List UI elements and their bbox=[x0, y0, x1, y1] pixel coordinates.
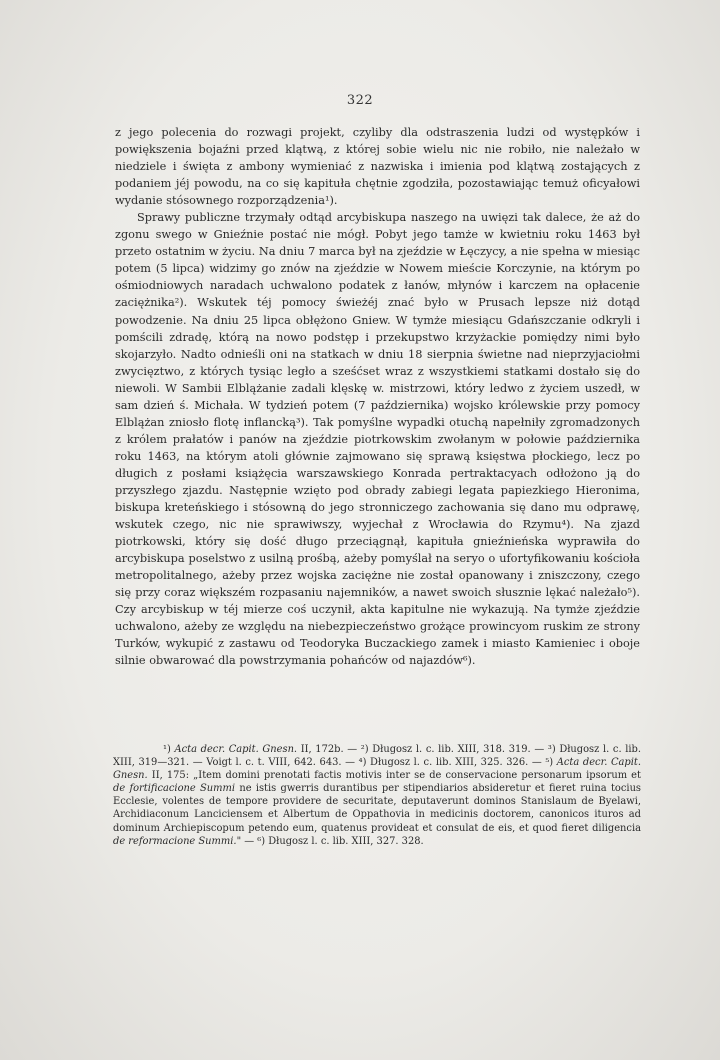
footnote-text: ¹) bbox=[163, 744, 175, 755]
footnote-emphasis: de fortificacione Summi bbox=[113, 783, 236, 795]
footnote-text: II, 172b. — ²) Długosz l. c. lib. XIII, 318. 319. — ³) Długosz l. c. lib. XIII, 319—321. — Voigt l. c. t. VIII, 642. 643. — ⁴) Długosz l. c. lib. XIII, 325. 326. — ⁵) bbox=[113, 744, 642, 769]
main-text bbox=[115, 124, 640, 670]
footnote-block bbox=[113, 743, 641, 848]
footnotes bbox=[113, 743, 641, 848]
paragraph: Sprawy publiczne trzymały odtąd arcybiskupa naszego na uwięzi tak dalece, że aż do zgonu swego w Gnieźnie postać nie mógł. Pobyt jego tamże w kwietniu roku 1463 był przeto ostatnim w życiu. Na dniu 7 marca był na zjeździe w Łęczycy, a nie spełna w miesiąc potem (5 lipca) widzimy go znów na zjeździe w Nowem mieście Korczynie, na którym po ośmiodniowych naradach uchwalono podatek z łanów, młynów i karczem na opłacenie zaciężnika²). Wskutek téj pomocy świeżéj znać było w Prusach lepsze niż dotąd powodzenie. Na dniu 25 lipca obłężono Gniew. W tymże miesiącu Gdańszczanie odkryli i pomścili zdradę, którą na nowo podstęp i przekupstwo krzyżackie pomiędzy nimi było skojarzyło. Nadto odnieśli oni na statkach w dniu 18 sierpnia świetne nad nieprzyjaciołmi zwycięztwo, z których tysiąc legło a sześćset wraz z wszystkiemi statkami dostało się do niewoli. W Sambii Elblążanie zadali klęskę w. mistrzowi, który ledwo z życiem uszedł, w sam dzień ś. Michała. W tydzień potem (7 października) wojsko królewskie przy pomocy Elblążan zniosło flotę inflancką³). Tak pomyślne wypadki otuchą napełniły zgromadzonych z królem prałatów i panów na zjeździe piotrkowskim zwołanym w połowie października roku 1463, na którym atoli głównie zajmowano się sprawą księstwa płockiego, lecz po długich z posłami książęcia warszawskiego Konrada pertraktacyach odłożono ją do przyszłego zjazdu. Następnie wzięto pod obrady zabiegi legata papiezkiego Hieronima, biskupa kreteńskiego i stósowną do jego stronniczego zachowania się dano mu odprawę, wskutek czego, nic nie sprawiwszy, wyjechał z Wrocławia do Rzymu⁴). Na zjazd piotrkowski, który się dość długo przeciągnął, kapituła gnieźnieńska wyprawiła do arcybiskupa poselstwo z usilną prośbą, ażeby pomyślał na seryo o ufortyfikowaniu kościoła metropolitalnego, ażeby przez wojska zaciężne nie został opanowany i zniszczony, czego się przy coraz większém rozpasaniu najemników, a nawet swoich słusznie lękać należało⁵). Czy arcybiskup w téj mierze coś uczynił, akta kapitulne nie wykazują. Na tymże zjeździe uchwalono, ażeby ze względu na niebezpieczeństwo grożące prowincyom ruskim ze strony Turków, wykupić z zastawu od Teodoryka Buczackiego zamek i miasto Kamieniec i oboje silnie obwarować dla powstrzymania pohańców od najazdów⁶). bbox=[115, 211, 640, 668]
footnote-source-title: Acta decr. Capit. Gnesn. bbox=[113, 757, 641, 782]
footnote-text: ne istis gwerris durantibus per stipendiarios absideretur et fieret ruina tocius Ecclesie, volentes de tempore providere de securitate, deputaverunt dominos Stanislaum de Byelawi, Archidiaconum Lanciciensem et Albertum de Oppathovia in medicinis doctorem, canonicos ituros ad dominum Archiepiscopum petendo eum, quatenus provideat et consulat de eis, et quod fieret diligencia bbox=[113, 783, 641, 834]
footnote-text: II, 175: „Item domini prenotati factis motivis inter se de conservacione personarum ipsorum et bbox=[147, 770, 641, 782]
paragraph: z jego polecenia do rozwagi projekt, czyliby dla odstraszenia ludzi od występków i powiększenia bojaźni przed klątwą, z której sobie wielu nic nie robiło, nie należało w niedziele i święta z ambony wymieniać z nazwiska i imienia pod klątwą zostających z podaniem jéj powodu, na co się kapituła chętnie zgodziła, pozostawiając temuż oficyałowi wydanie stósownego rozporządzenia¹). bbox=[115, 126, 640, 208]
footnote-source-title: Acta decr. Capit. Gnesn. bbox=[174, 744, 298, 755]
page-number: 322 bbox=[346, 93, 374, 108]
footnote-text: " — ⁶) Długosz l. c. lib. XIII, 327. 328. bbox=[236, 835, 424, 847]
footnote-emphasis: de reformacione Summi. bbox=[113, 835, 237, 847]
